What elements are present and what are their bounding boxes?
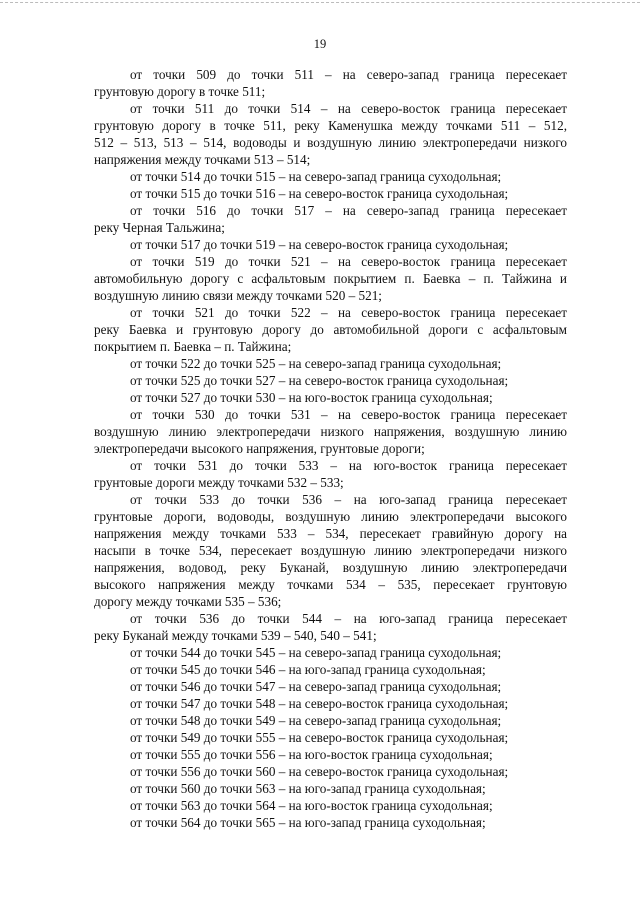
paragraph-line: от точки 515 до точки 516 – на северо-восток граница суходольная; <box>130 186 509 201</box>
paragraph-line: электропередачи высокого напряжения, грунтовые дороги; <box>94 441 425 456</box>
paragraph-line: от точки 527 до точки 530 – на юго-восток граница суходольная; <box>130 390 493 405</box>
paragraph-line: от точки 555 до точки 556 – на юго-восток граница суходольная; <box>130 747 493 762</box>
boundary-paragraph <box>94 406 567 457</box>
paragraph-line: грунтовую дорогу в точке 511, реку Каменушка между точками 511 – 512, <box>94 118 567 133</box>
boundary-paragraph <box>94 797 567 814</box>
paragraph-line: напряжения между точками 533 – 534, пересекает гравийную дорогу на <box>94 526 567 541</box>
paragraph-line: дорогу между точками 535 – 536; <box>94 594 282 609</box>
paragraph-line: от точки 546 до точки 547 – на северо-запад граница суходольная; <box>130 679 502 694</box>
paragraph-line: от точки 522 до точки 525 – на северо-запад граница суходольная; <box>130 356 502 371</box>
paragraph-line: от точки 536 до точки 544 – на юго-запад граница пересекает <box>130 611 567 626</box>
boundary-paragraph <box>94 253 567 304</box>
paragraph-line: от точки 533 до точки 536 – на юго-запад граница пересекает <box>130 492 567 507</box>
paragraph-line: автомобильную дорогу с асфальтовым покрытием п. Баевка – п. Тайжина и <box>94 271 567 286</box>
boundary-paragraph <box>94 389 567 406</box>
boundary-paragraph <box>94 491 567 610</box>
paragraph-line: от точки 556 до точки 560 – на северо-восток граница суходольная; <box>130 764 509 779</box>
boundary-paragraph <box>94 355 567 372</box>
page-number: 19 <box>313 37 327 51</box>
boundary-paragraph <box>94 780 567 797</box>
paragraph-line: грунтовые дороги, водоводы, воздушную линию электропередачи высокого <box>94 509 567 524</box>
boundary-paragraph <box>94 185 567 202</box>
boundary-paragraph <box>94 236 567 253</box>
paragraph-line: от точки 514 до точки 515 – на северо-запад граница суходольная; <box>130 169 502 184</box>
boundary-paragraph <box>94 66 567 100</box>
paragraph-line: от точки 509 до точки 511 – на северо-запад граница пересекает <box>130 67 567 82</box>
paragraph-line: от точки 564 до точки 565 – на юго-запад граница суходольная; <box>130 815 486 830</box>
paragraph-line: грунтовые дороги между точками 532 – 533; <box>94 475 344 490</box>
paragraph-line: реку Баевка и грунтовую дорогу до автомобильной дороги с асфальтовым <box>94 322 567 337</box>
paragraph-line: от точки 547 до точки 548 – на северо-восток граница суходольная; <box>130 696 509 711</box>
boundary-paragraph <box>94 610 567 644</box>
boundary-paragraph <box>94 678 567 695</box>
paragraph-line: покрытием п. Баевка – п. Тайжина; <box>94 339 292 354</box>
paragraph-line: от точки 517 до точки 519 – на северо-восток граница суходольная; <box>130 237 509 252</box>
paragraph-line: воздушную линию связи между точками 520 – 521; <box>94 288 382 303</box>
boundary-paragraph <box>94 746 567 763</box>
boundary-paragraph <box>94 814 567 831</box>
paragraph-line: 512 – 513, 513 – 514, водоводы и воздушную линию электропередачи низкого <box>94 135 567 150</box>
paragraph-line: от точки 549 до точки 555 – на северо-восток граница суходольная; <box>130 730 509 745</box>
boundary-paragraph <box>94 304 567 355</box>
boundary-paragraph <box>94 372 567 389</box>
boundary-paragraph <box>94 695 567 712</box>
document-body <box>94 66 567 831</box>
boundary-paragraph <box>94 644 567 661</box>
boundary-paragraph <box>94 712 567 729</box>
paragraph-line: напряжения, водовод, реку Буканай, воздушную линию электропередачи <box>94 560 567 575</box>
paragraph-line: от точки 531 до точки 533 – на юго-восток граница пересекает <box>130 458 567 473</box>
paragraph-line: от точки 516 до точки 517 – на северо-запад граница пересекает <box>130 203 567 218</box>
boundary-paragraph <box>94 763 567 780</box>
boundary-paragraph <box>94 202 567 236</box>
paragraph-line: высокого напряжения между точками 534 – 535, пересекает грунтовую <box>94 577 567 592</box>
boundary-paragraph <box>94 729 567 746</box>
paragraph-line: грунтовую дорогу в точке 511; <box>94 84 266 99</box>
scan-top-edge <box>0 2 640 3</box>
paragraph-line: воздушную линию электропередачи низкого напряжения, воздушную линию <box>94 424 567 439</box>
paragraph-line: реку Буканай между точками 539 – 540, 540 – 541; <box>94 628 377 643</box>
paragraph-line: от точки 525 до точки 527 – на северо-восток граница суходольная; <box>130 373 509 388</box>
paragraph-line: от точки 548 до точки 549 – на северо-запад граница суходольная; <box>130 713 502 728</box>
paragraph-line: от точки 519 до точки 521 – на северо-восток граница пересекает <box>130 254 567 269</box>
paragraph-line: от точки 563 до точки 564 – на юго-восток граница суходольная; <box>130 798 493 813</box>
boundary-paragraph <box>94 168 567 185</box>
paragraph-line: от точки 521 до точки 522 – на северо-восток граница пересекает <box>130 305 567 320</box>
paragraph-line: от точки 530 до точки 531 – на северо-восток граница пересекает <box>130 407 567 422</box>
boundary-paragraph <box>94 457 567 491</box>
boundary-paragraph <box>94 661 567 678</box>
paragraph-line: от точки 560 до точки 563 – на юго-запад граница суходольная; <box>130 781 486 796</box>
boundary-paragraph <box>94 100 567 168</box>
paragraph-line: от точки 544 до точки 545 – на северо-запад граница суходольная; <box>130 645 502 660</box>
paragraph-line: от точки 511 до точки 514 – на северо-восток граница пересекает <box>130 101 567 116</box>
paragraph-line: от точки 545 до точки 546 – на юго-запад граница суходольная; <box>130 662 486 677</box>
paragraph-line: реку Черная Тальжина; <box>94 220 225 235</box>
paragraph-line: напряжения между точками 513 – 514; <box>94 152 311 167</box>
paragraph-line: насыпи в точке 534, пересекает воздушную линию электропередачи низкого <box>94 543 567 558</box>
